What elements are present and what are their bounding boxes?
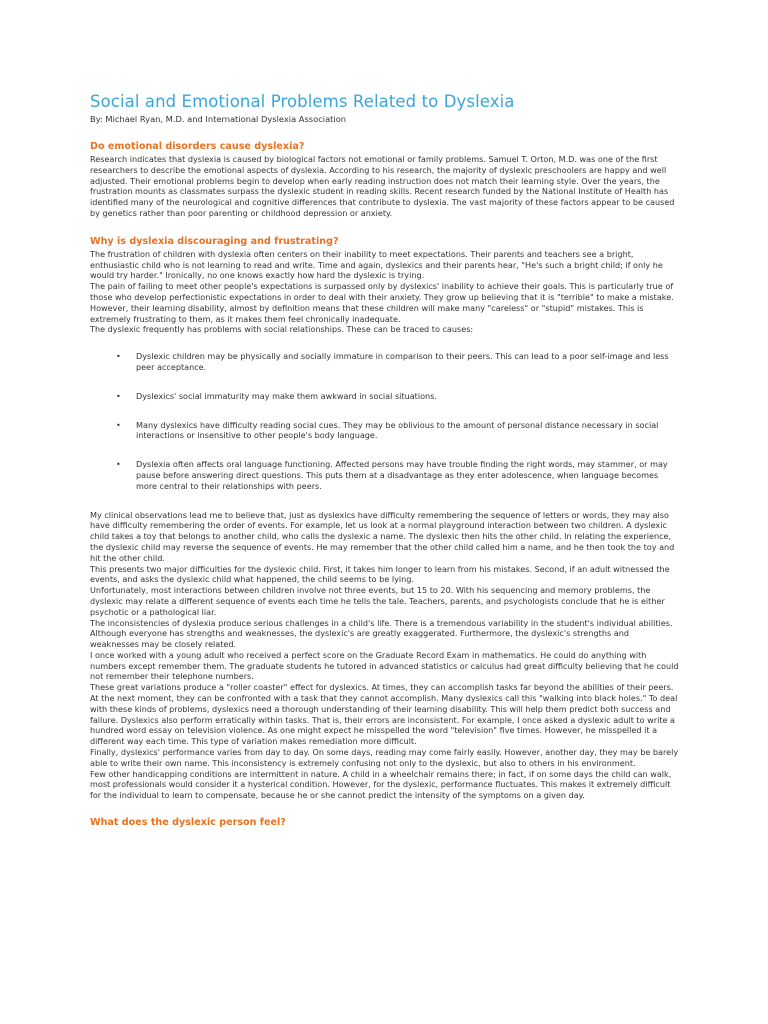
paragraph: Few other handicapping conditions are intermittent in nature. A child in a wheelchair remains there; in fact, if on some days the child can walk, most professionals would consider it a hysterical condition. However, for the dyslexic, performance fluctuates. This makes it extremely difficult for the individual to learn to compensate, because he or she cannot predict the intensity of the symptoms on a given day. <box>90 768 672 801</box>
section-heading: Why is dyslexia discouraging and frustrating? <box>90 235 339 247</box>
paragraph: The inconsistencies of dyslexia produce serious challenges in a child's life. There is a tremendous variability in the student's individual abilities. Although everyone has strengths and weaknesses, the dyslexic's are greatly exaggerated. Furthermore, the dyslexic's strengths and weaknesses may be closely related. <box>90 617 673 650</box>
paragraph: The frustration of children with dyslexia often centers on their inability to meet expectations. Their parents and teachers see a bright, enthusiastic child who is not learning to read and write. Time and again, dyslexics and their parents hear, "He's such a bright child; if only he would try harder." Ironically, no one knows exactly how hard the dyslexic is trying. <box>90 248 663 281</box>
causes-list <box>90 351 680 491</box>
paragraph: These great variations produce a "roller coaster" effect for dyslexics. At times, they can accomplish tasks far beyond the abilities of their peers. At the next moment, they can be confronted with a task that they cannot accomplish. Many dyslexics call this "walking into black holes." To deal with these kinds of problems, dyslexics need a thorough understanding of their learning disability. This will help them predict both success and failure. Dyslexics also perform erratically within tasks. That is, their errors are inconsistent. For example, I once asked a dyslexic adult to write a hundred word essay on television violence. As one might expect he misspelled the word "television" five times. However, he misspelled it a different way each time. This type of variation makes remediation more difficult. <box>90 682 678 747</box>
paragraph: The dyslexic frequently has problems with social relationships. These can be traced to causes: <box>90 324 474 335</box>
bullet-icon: • <box>116 390 121 401</box>
list-item <box>90 391 680 402</box>
paragraph: My clinical observations lead me to believe that, just as dyslexics have difficulty remembering the sequence of letters or words, they may also have difficulty remembering the order of events. For example, let us look at a normal playground interaction between two children. A dyslexic child takes a toy that belongs to another child, who calls the dyslexic a name. The dyslexic then hits the other child. In relating the experience, the dyslexic child may reverse the sequence of events. He may remember that the other child called him a name, and he then took the toy and hit the other child. <box>90 509 675 563</box>
section-heading: Do emotional disorders cause dyslexia? <box>90 141 305 152</box>
section-emotional-disorders <box>90 141 680 219</box>
paragraph: However, their learning disability, almost by definition means that these children will make many "careless" or "stupid" mistakes. This is extremely frustrating to them, as it makes them feel chronically inadequate. <box>90 302 644 324</box>
list-item <box>90 351 680 373</box>
list-item <box>90 459 680 491</box>
paragraph: This presents two major difficulties for the dyslexic child. First, it takes him longer to learn from his mistakes. Second, if an adult witnessed the events, and asks the dyslexic child what happened, the child seems to be lying. <box>90 563 670 585</box>
paragraph: Research indicates that dyslexia is caused by biological factors not emotional or family problems. Samuel T. Orton, M.D. was one of the first researchers to describe the emotional aspects of dyslexia. According to his research, the majority of dyslexic preschoolers are happy and well adjusted. Their emotional problems begin to develop when early reading instruction does not match their learning style. Over the years, the frustration mounts as classmates surpass the dyslexic student in reading skills. Recent research funded by the National Institute of Health has identified many of the neurological and cognitive differences that contribute to dyslexia. The vast majority of these factors appear to be caused by genetics rather than poor parenting or childhood depression or anxiety. <box>90 154 675 218</box>
list-item-text: Dyslexia often affects oral language functioning. Affected persons may have trouble finding the right words, may stammer, or may pause before answering direct questions. This puts them at a disadvantage as they enter adolescence, when language becomes more central to their relationships with peers. <box>136 459 668 491</box>
paragraph: I once worked with a young adult who received a perfect score on the Graduate Record Exam in mathematics. He could do anything with numbers except remember them. The graduate students he tutored in advanced statistics or calculus had great difficulty believing that he could not remember their telephone numbers. <box>90 649 679 682</box>
bullet-icon: • <box>116 459 121 470</box>
paragraph: Unfortunately, most interactions between children involve not three events, but 15 to 20. With his sequencing and memory problems, the dyslexic may relate a different sequence of events each time he tells the tale. Teachers, parents, and psychologists conclude that he is either psychotic or a pathological liar. <box>90 585 665 617</box>
byline: By: Michael Ryan, M.D. and International Dyslexia Association <box>90 114 347 124</box>
page-title: Social and Emotional Problems Related to Dyslexia <box>90 92 515 111</box>
list-item-text: Dyslexics' social immaturity may make them awkward in social situations. <box>136 390 437 401</box>
document-page <box>90 92 680 830</box>
bullet-icon: • <box>116 419 121 430</box>
list-item-text: Dyslexic children may be physically and socially immature in comparison to their peers. This can lead to a poor self-image and less peer acceptance. <box>136 351 669 372</box>
paragraph: The pain of failing to meet other people's expectations is surpassed only by dyslexics' inability to achieve their goals. This is particularly true of those who develop perfectionistic expectations in order to deal with their anxiety. They grow up believing that it is "terrible" to make a mistake. <box>90 281 674 302</box>
bullet-icon: • <box>116 351 121 362</box>
section-heading: What does the dyslexic person feel? <box>90 817 286 829</box>
list-item <box>90 420 680 442</box>
paragraph: Finally, dyslexics' performance varies from day to day. On some days, reading may come fairly easily. However, another day, they may be barely able to write their own name. This inconsistency is extremely confusing not only to the dyslexic, but also to others in his environment. <box>90 747 679 768</box>
list-item-text: Many dyslexics have difficulty reading social cues. They may be oblivious to the amount of personal distance necessary in social interactions or insensitive to other people's body language. <box>136 419 659 441</box>
section-discouraging <box>90 236 680 801</box>
